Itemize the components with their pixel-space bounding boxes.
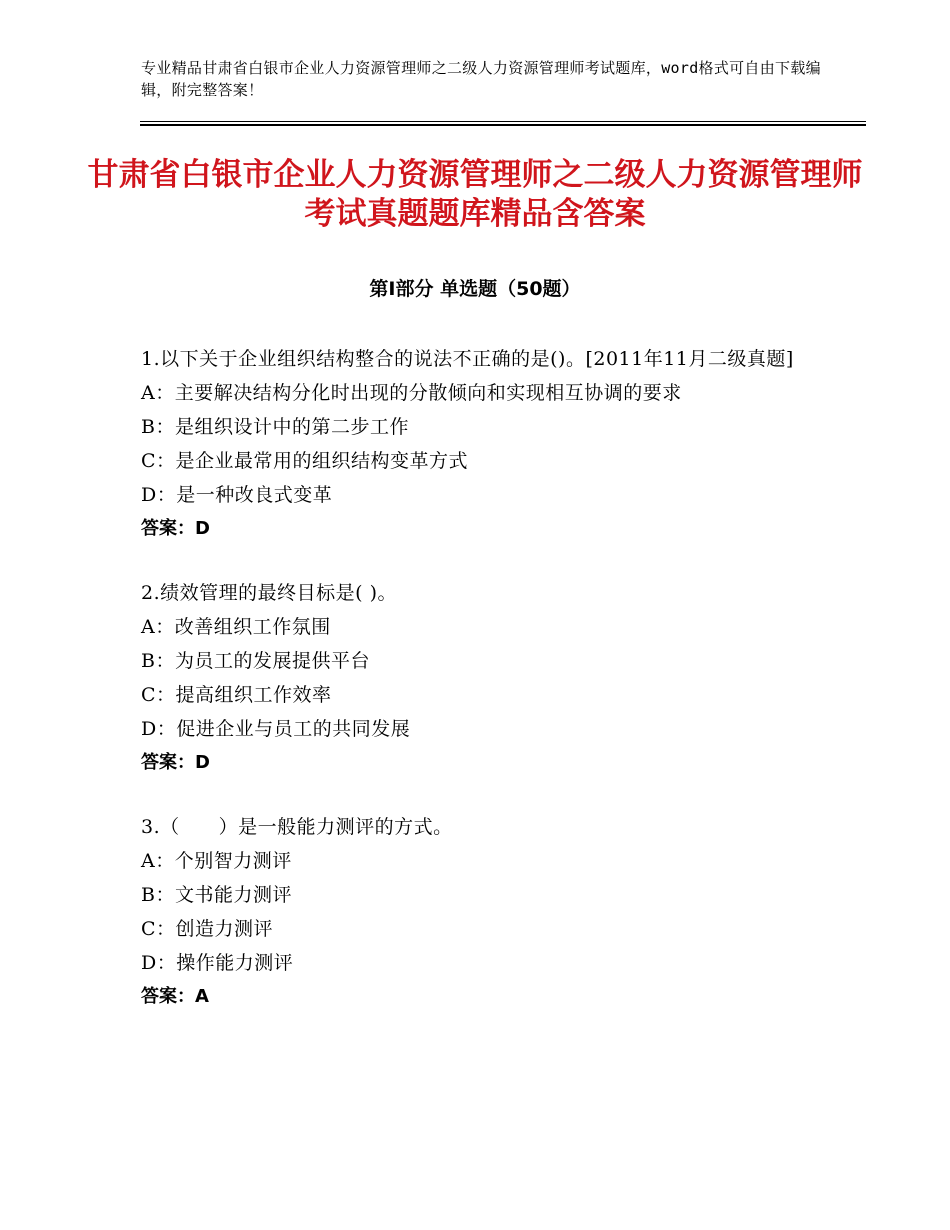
option-b: B：是组织设计中的第二步工作 [141,416,409,438]
question-stem: 3.（ ）是一般能力测评的方式。 [141,816,453,838]
option-a: A：主要解决结构分化时出现的分散倾向和实现相互协调的要求 [141,382,682,404]
answer: 答案：A [141,986,209,1007]
option-d: D：是一种改良式变革 [141,484,333,506]
option-c: C：提高组织工作效率 [141,684,332,706]
question-item [141,576,811,780]
option-c: C：创造力测评 [141,918,274,940]
option-d: D：操作能力测评 [141,952,294,974]
option-b: B：文书能力测评 [141,884,292,906]
answer: 答案：D [141,752,210,773]
option-d: D：促进企业与员工的共同发展 [141,718,411,740]
header-divider-thin [140,121,866,122]
question-list [141,342,811,1044]
option-a: A：个别智力测评 [141,850,292,872]
question-stem: 2.绩效管理的最终目标是( )。 [141,582,397,604]
question-stem: 1.以下关于企业组织结构整合的说法不正确的是()。[2011年11月二级真题] [141,348,794,370]
question-item [141,810,811,1014]
question-item [141,342,811,546]
header-note: 专业精品甘肃省白银市企业人力资源管理师之二级人力资源管理师考试题库，word格式可自由下载编辑，附完整答案！ [141,59,821,99]
option-b: B：为员工的发展提供平台 [141,650,370,672]
section-heading: 第Ⅰ部分 单选题（50题） [369,278,581,300]
option-c: C：是企业最常用的组织结构变革方式 [141,450,469,472]
document-title: 甘肃省白银市企业人力资源管理师之二级人力资源管理师考试真题题库精品含答案 [87,157,863,232]
header-divider-thick [140,124,866,126]
answer: 答案：D [141,518,210,539]
option-a: A：改善组织工作氛围 [141,616,331,638]
